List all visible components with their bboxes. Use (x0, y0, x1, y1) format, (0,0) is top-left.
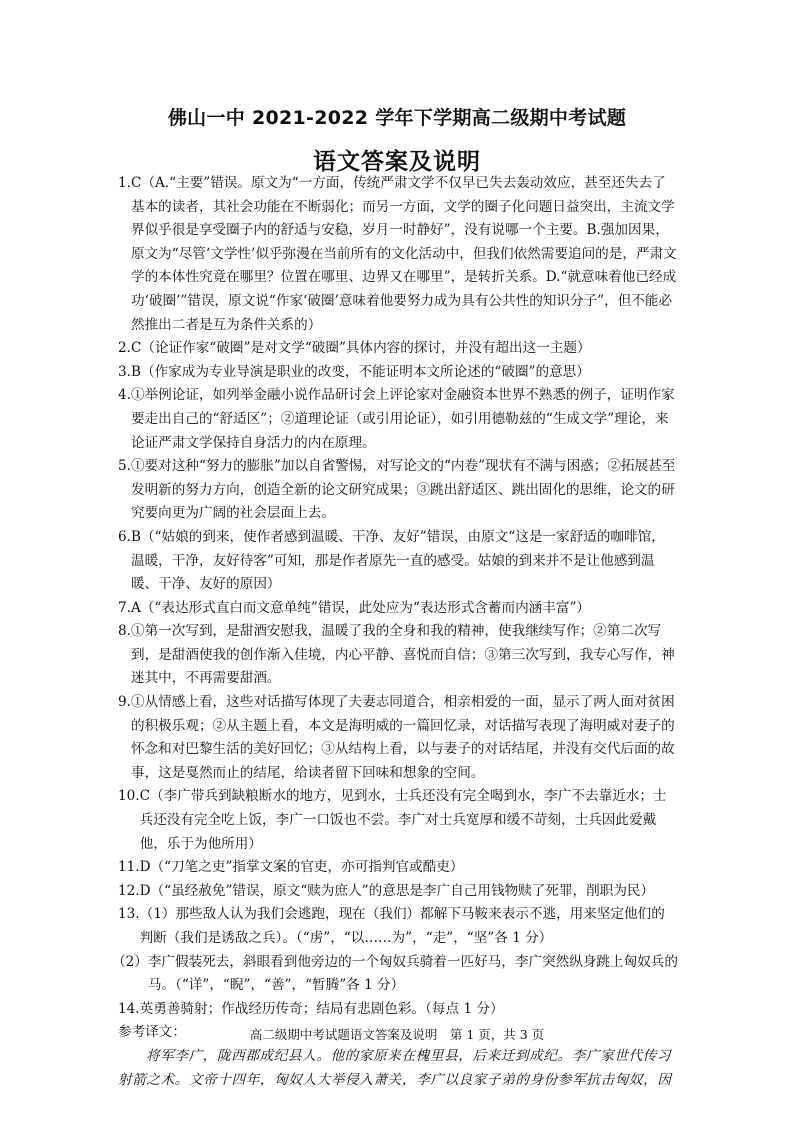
answer-number: 3. (118, 363, 131, 380)
answer-item (118, 172, 678, 337)
answer-number: 8. (118, 623, 131, 640)
answer-number: 12. (118, 882, 140, 899)
answer-number: 9. (118, 694, 131, 711)
answer-item (118, 903, 678, 950)
translation-text: 将军李广，陇西郡成纪县人。他的家原来在槐里县，后来迁到成纪。李广家世代传习射箭之术。文帝十四年，匈奴人大举侵入萧关，李广以良家子弟的身份参军抗击匈奴，因 (118, 1047, 672, 1088)
answer-item (118, 526, 678, 597)
answer-text: 英勇善骑射；作战经历传奇；结局有悲剧色彩。（每点 1 分） (139, 1000, 504, 1017)
answer-text: A（“表达形式直白而文意单纯”错误，此处应为“表达形式含蓄而内涵丰富”） (130, 599, 591, 616)
answer-text: ①第一次写到，是甜酒安慰我，温暖了我的全身和我的精神，使我继续写作；②第二次写到，是甜酒使我的创作渐入佳境，内心平静、喜悦而自信；③第三次写到，我专心写作，神迷其中，不再需要甜酒。 (130, 623, 675, 687)
answer-number: 14. (118, 1000, 140, 1017)
answer-content (112, 172, 678, 1092)
answer-text: B（作家成为专业导演是职业的改变，不能证明本文所论述的“破圈”的意思） (130, 363, 590, 380)
answer-text: D（“虽经赦免”错误，原文“赎为庶人”的意思是李广自己用钱物赎了死罪，削职为民） (139, 882, 655, 899)
answer-text: C（论证作家“破圈”是对文学“破圈”具体内容的探讨，并没有超出这一主题） (130, 340, 591, 357)
answer-text: C（李广带兵到缺粮断水的地方，见到水，士兵还没有完全喝到水，李广不去靠近水；士兵还没有完全吃上饭，李广一口饭也不尝。李广对士兵宽厚和缓不苛刻，士兵因此爱戴他，乐于为他所用） (139, 788, 667, 852)
answer-text: ①从情感上看，这些对话描写体现了夫妻志同道合，相亲相爱的一面，显示了两人面对贫困的积极乐观；②从主题上看，本文是海明威的一篇回忆录，对话描写表现了海明威对妻子的怀念和对巴黎生活的美好回忆；③从结构上看，以与妻子的对话结尾，并没有交代后面的故事，这是戛然而止的结尾，给读者留下回味和想象的空间。 (130, 694, 675, 781)
answer-text: C（A.“主要”错误。原文为“一方面，传统严肃文学不仅早已失去轰动效应，甚至还失去了基本的读者，其社会功能在不断弱化；而另一方面，文学的圈子化问题日益突出，主流文学界似乎很是享受圈子内的舒适与安稳，岁月一时静好”，没有说哪一个主要。B.强加因果，原文为“尽管‘文学性’似乎弥漫在当前所有的文化活动中，但我们依然需要追问的是，严肃文学的本体性究竟在哪里？位置在哪里、边界又在哪里”，是转折关系。D.“就意味着他已经成功‘破圈’”错误，原文说“作家‘破圈’意味着他要努力成为具有公共性的知识分子”，但不能必然推出二者是互为条件关系的） (130, 175, 677, 333)
answer-item (118, 691, 678, 785)
answer-number: 10. (118, 788, 140, 805)
answer-item (118, 998, 678, 1022)
answer-text: B（“姑娘的到来，使作者感到温暖、干净、友好”错误，由原文“这是一家舒适的咖啡馆，温暖，干净，友好待客”可知，那是作者原先一直的感受。姑娘的到来并不是让他感到温暖、干净、友好的原因） (130, 528, 665, 593)
answer-item (118, 455, 678, 526)
answer-number: 5. (118, 458, 131, 475)
answer-text: 李广假装死去，斜眼看到他旁边的一个匈奴兵骑着一匹好马，李广突然纵身跳上匈奴兵的马。（“详”，“睨”，“善”，“暂腾”各 1 分） (147, 953, 678, 994)
answer-number: 6. (118, 528, 131, 545)
answer-number: 2. (118, 340, 131, 357)
answer-item (118, 785, 678, 856)
answer-text: ①要对这种“努力的膨胀”加以自省警惕，对写论文的“内卷”现状有不满与困惑；②拓展甚至发明新的努力方向，创造全新的论文研究成果；③跳出舒适区、跳出固化的思维，论文的研究要向更为广阔的社会层面上去。 (130, 458, 676, 522)
answer-number: 4. (118, 387, 131, 404)
answer-item (118, 620, 678, 691)
document-title: 语文答案及说明 (313, 149, 481, 175)
answer-number: 13. (118, 906, 140, 923)
answer-item (118, 337, 678, 361)
answer-number: 11. (118, 859, 140, 876)
answer-number: （2） (112, 953, 148, 970)
exam-title: 佛山一中 2021-2022 学年下学期高二级期中考试题 (167, 107, 627, 129)
answer-item (118, 361, 678, 385)
answer-number: 7. (118, 599, 131, 616)
answer-text: ①举例论证，如列举金融小说作品研讨会上评论家对金融资本世界不熟悉的例子，证明作家要走出自己的“舒适区”；②道理论证（或引用论证），如引用德勒兹的“生成文学”理论，来论证严肃文学保持自身活力的内在原理。 (130, 387, 675, 451)
answer-item (118, 856, 678, 880)
answer-number: 1. (118, 175, 131, 191)
answer-item (118, 384, 678, 455)
answer-item (112, 951, 678, 998)
answer-text: D（“刀笔之吏”指掌文案的官吏，亦可指判官或酷吏） (139, 859, 464, 876)
answer-item (118, 880, 678, 904)
answer-text: （1）那些敌人认为我们会逃跑，现在（我们）都解下马鞍来表示不逃，用来坚定他们的判断（我们是诱敌之兵）。（“虏”，“以……为”，“走”，“坚”各 1 分） (139, 906, 665, 946)
translation-heading: 参考译文： (118, 1024, 186, 1041)
answer-item (118, 597, 678, 621)
page-footer: 高二级期中考试题语文答案及说明 第 1 页，共 3 页 (249, 1027, 545, 1042)
